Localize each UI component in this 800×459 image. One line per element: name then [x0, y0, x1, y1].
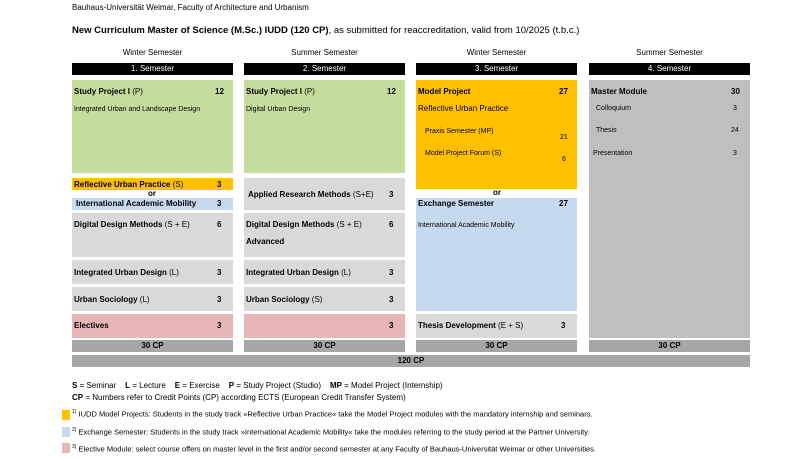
- sem2-ddm-sub: Advanced: [246, 237, 285, 246]
- sem4-master-module-box: [589, 80, 750, 338]
- footnote3-swatch: [62, 443, 70, 453]
- sem1-intl-cp: 3: [217, 199, 222, 208]
- sem1-or: or: [148, 189, 156, 198]
- sem1-electives-cp: 3: [217, 321, 222, 330]
- sem1-cp-total: 30 CP: [72, 340, 233, 352]
- sem4-presentation-title: Presentation: [593, 150, 633, 157]
- sem3-exchange-box: [416, 198, 577, 311]
- sem3-forum-title: Model Project Forum (S): [425, 150, 502, 157]
- sem1-electives-title: Electives: [74, 321, 109, 330]
- sem1-reflective-title: Reflective Urban Practice (S): [74, 180, 184, 189]
- sem1-iud-title: Integrated Urban Design (L): [74, 268, 179, 277]
- footnote2: $^{2)}$ Exchange Semester: Students in the study track »International Academic Mobility« take the modules referring to the study period at the Partner University.: [72, 427, 590, 437]
- sem3-season: Winter Semester: [466, 48, 527, 57]
- title-rest: , as submitted for reaccreditation, valid from 10/2025 (t.b.c.): [328, 25, 580, 36]
- sem4-cp-total: 30 CP: [589, 340, 750, 352]
- sem3-exchange-cp: 27: [559, 199, 568, 208]
- sem2-ddm-title: Digital Design Methods (S + E): [246, 220, 362, 229]
- footnote1-swatch: [62, 410, 70, 420]
- footnote3: $^{3)}$ Elective Module: select course offers on master level in the first and/or second semester at any Faculty of Bauhaus-Universität Weimar or other Universities.: [72, 444, 596, 454]
- sem4-master-module-cp: 30: [731, 87, 740, 96]
- sem2-cp-total: 30 CP: [244, 340, 405, 352]
- sem3-forum-cp: 6: [562, 156, 566, 163]
- sem1-soc-title: Urban Sociology (L): [74, 295, 150, 304]
- sem3-label: 3. Semester: [416, 63, 577, 75]
- page-title: [72, 25, 579, 36]
- sem1-study-project-cp: 12: [215, 87, 224, 96]
- sem2-electives-box: [244, 314, 405, 338]
- sem2-arm-title: Applied Research Methods (S+E): [248, 190, 374, 199]
- sem1-reflective-cp: 3: [217, 180, 222, 189]
- sem1-study-project-sub: Integrated Urban and Landscape Design: [74, 106, 201, 113]
- sem3-praxis-cp: 21: [560, 134, 568, 141]
- sem1-iud-cp: 3: [217, 268, 222, 277]
- sem2-iud-cp: 3: [389, 268, 394, 277]
- sem2-study-project-cp: 12: [387, 87, 396, 96]
- sem4-season: Summer Semester: [636, 48, 703, 57]
- sem3-model-project-title: Model Project: [418, 87, 471, 96]
- sem2-season: Summer Semester: [291, 48, 358, 57]
- sem1-intl-title: International Academic Mobility: [76, 199, 197, 208]
- sem2-label: 2. Semester: [244, 63, 405, 75]
- program-cp-total: 120 CP: [72, 355, 750, 367]
- sem2-ddm-cp: 6: [389, 220, 394, 229]
- sem1-season: Winter Semester: [122, 48, 183, 57]
- sem4-colloquium-title: Colloquium: [596, 105, 632, 112]
- sem4-label: 4. Semester: [589, 63, 750, 75]
- sem4-presentation-cp: 3: [733, 150, 737, 157]
- cp-legend: CP = Numbers refer to Credit Points (CP) according ECTS (European Credit Transfer System): [72, 393, 406, 402]
- footnote2-swatch: [62, 427, 70, 437]
- sem3-model-project-sub: Reflective Urban Practice: [418, 104, 509, 113]
- sem2-electives-cp: 3: [389, 321, 394, 330]
- sem3-or: or: [493, 188, 501, 197]
- sem2-iud-title: Integrated Urban Design (L): [246, 268, 351, 277]
- sem2-soc-cp: 3: [389, 295, 394, 304]
- sem3-cp-total: 30 CP: [416, 340, 577, 352]
- sem2-soc-title: Urban Sociology (S): [246, 295, 323, 304]
- sem1-study-project-title: Study Project I (P): [74, 87, 143, 96]
- sem4-thesis-cp: 24: [731, 127, 739, 134]
- sem1-label: 1. Semester: [72, 63, 233, 75]
- sem3-exchange-sub: International Academic Mobility: [418, 222, 515, 229]
- sem1-ddm-title: Digital Design Methods (S + E): [74, 220, 190, 229]
- sem3-model-project-cp: 27: [559, 87, 568, 96]
- title-bold: New Curriculum Master of Science (M.Sc.) IUDD (120 CP): [72, 25, 329, 36]
- sem4-colloquium-cp: 3: [733, 105, 737, 112]
- sem4-thesis-title: Thesis: [596, 127, 617, 134]
- sem4-master-module-title: Master Module: [591, 87, 648, 96]
- sem2-arm-cp: 3: [389, 190, 394, 199]
- footnote1: $^{1)}$ IUDD Model Projects: Students in the study track »Reflective Urban Practice« take the Model Project modules with the mandatory internship and seminars.: [72, 409, 593, 419]
- sem3-thesis-dev-title: Thesis Development (E + S): [418, 321, 524, 330]
- sem2-study-project-title: Study Project I (P): [246, 87, 315, 96]
- institution-name: Bauhaus-Universität Weimar, Faculty of Architecture and Urbanism: [72, 3, 309, 12]
- sem2-study-project-sub: Digital Urban Design: [246, 106, 311, 113]
- abbreviation-legend: S = Seminar L = Lecture E = Exercise P = Study Project (Studio) MP = Model Project (Internship): [72, 381, 443, 390]
- sem1-ddm-cp: 6: [217, 220, 222, 229]
- sem1-soc-cp: 3: [217, 295, 222, 304]
- sem3-exchange-title: Exchange Semester: [418, 199, 495, 208]
- sem3-praxis-title: Praxis Semester (MP): [425, 128, 494, 135]
- sem3-thesis-dev-cp: 3: [561, 321, 566, 330]
